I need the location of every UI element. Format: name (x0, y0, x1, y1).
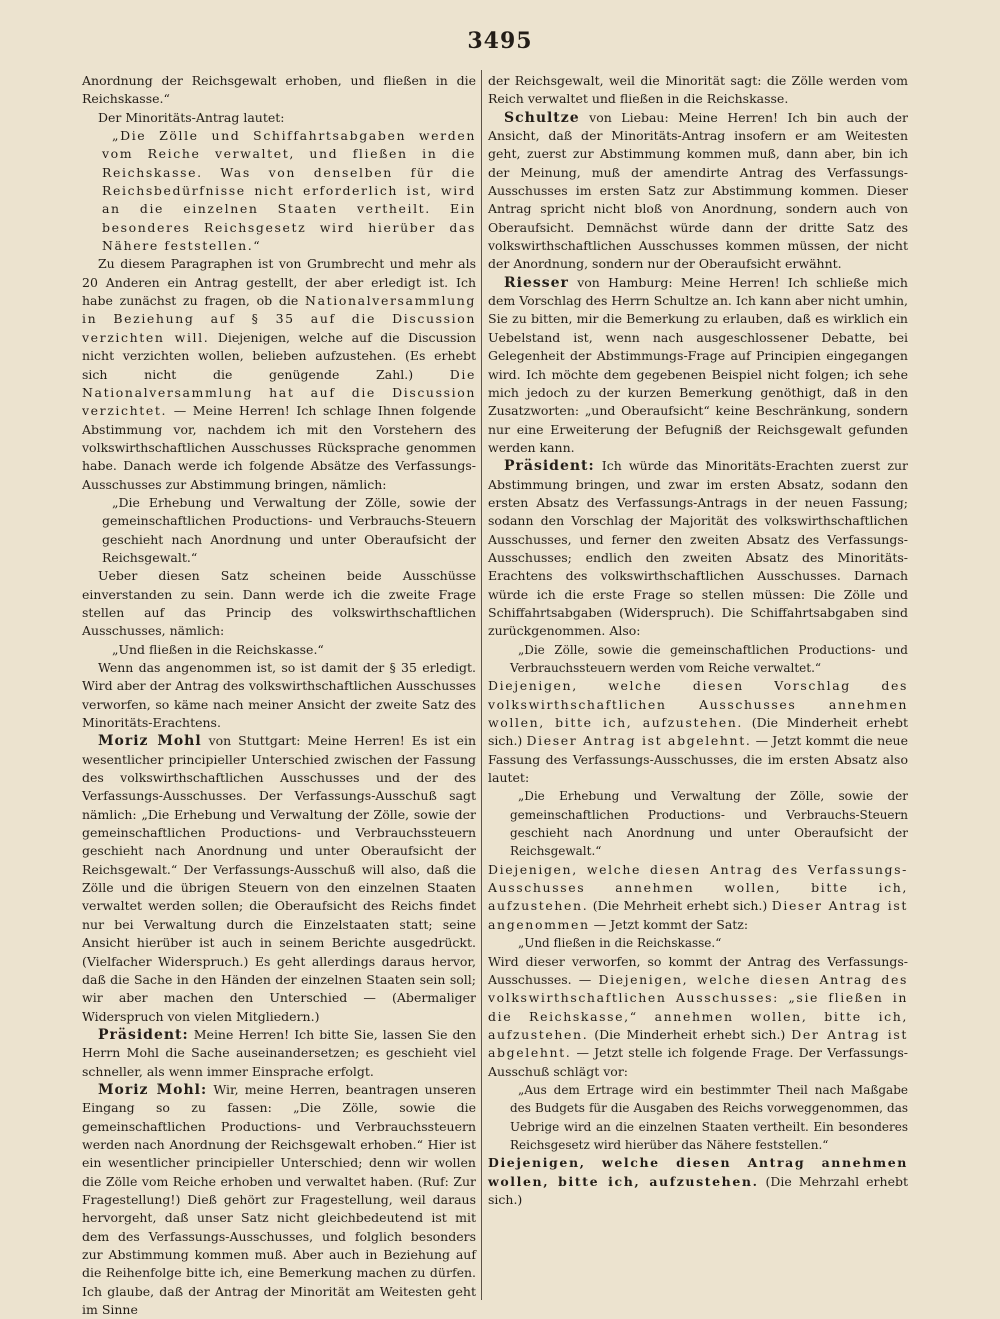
emphasis-run: Dieser Antrag ist abgelehnt. (526, 733, 752, 749)
vote-quote-1: „Die Zölle, sowie die gemeinschaftlichen Productions- und Verbrauchssteuern werden vom Reiche verwaltet.“ (510, 642, 908, 675)
speech-text: Ich würde das Minoritäts-Erachten zuerst zur Abstimmung bringen, und zwar im ersten Absatz, sodann den ersten Absatz des Verfassungs-Antrags in der neuen Fassung; sodann den Vorschlag der Majorität des volkswirthschaftlichen Ausschusses, und ferner den zweiten Absatz des Verfassungs-Ausschusses; endlich den zweiten Absatz des Minoritäts-Erachtens des volkswirthschaftlichen Ausschusses. Darnach würde ich die erste Frage so stellen müssen: Die Zölle und Schiffahrtsabgaben (Widerspruch). Die Schiffahrtsabgaben sind zurückgenommen. Also: (488, 458, 908, 639)
speaker-name: Moriz Mohl (98, 733, 202, 750)
text-run: (Die Mehrzahl erhebt sich.) (488, 1173, 908, 1207)
emphasis-run: Diejenigen, welche diesen Antrag annehmen wollen, bitte ich, aufzustehen. (488, 1155, 908, 1189)
speaker-place: von Liebau: (579, 109, 679, 125)
speaker-name: Präsident: (504, 458, 595, 475)
right-column (488, 72, 908, 1302)
text-run: — Jetzt stelle ich folgende Frage. Der Verfassungs-Ausschuß schlägt vor: (488, 1045, 908, 1079)
left-paragraph-4 (82, 255, 476, 493)
vote-quote-3: „Und fließen in die Reichskasse.“ (518, 936, 722, 951)
speech-president-2 (488, 457, 908, 640)
emphasis-run: Diejenigen, welche diesen Vorschlag des volkswirthschaftlichen Ausschusses annehmen wollen, bitte ich, aufzustehen. (488, 678, 908, 731)
minority-motion-quote: „Die Zölle und Schiffahrtsabgaben werden vom Reiche verwaltet, und fließen in die Reichskasse. Was von denselben für die Reichsbedürfnisse nicht erforderlich ist, wird an die einzelnen Staaten vertheilt. Ein besonderes Reichsgesetz wird hierüber das Nähere feststellen.“ (102, 128, 476, 254)
speech-text: Wir, meine Herren, beantragen unseren Eingang so zu fassen: „Die Zölle, sowie die gemeinschaftlichen Productions- und Verbrauchssteuern werden nach Anordnung der Reichsgewalt erhoben.“ Hier ist ein wesentlicher principieller Unterschied; denn wir wollen die Zölle vom Reiche erhoben und verwaltet haben. (Ruf: Zur Fragestellung!) Dieß gehört zur Fragestellung, weil daraus hervorgeht, daß unser Satz nicht gleichbedeutend ist mit dem des Verfassungs-Ausschusses, und folglich besonders zur Abstimmung kommen muß. Aber auch in Beziehung auf die Reihenfolge bitte ich, eine Bemerkung machen zu dürfen. Ich glaube, daß der Antrag der Minorität am Weitesten geht im Sinne (82, 1081, 477, 1318)
text-run: (Die Mehrheit erhebt sich.) (588, 898, 772, 914)
vote-paragraph-2 (488, 861, 908, 934)
vote-paragraph-3 (488, 953, 908, 1081)
text-run: — Jetzt kommt die neue Fassung des Verfassungs-Ausschusses, die im ersten Absatz also lautet: (488, 733, 909, 786)
speech-mohl-1 (82, 732, 476, 1026)
column-divider (481, 70, 482, 1300)
committee-quote-1: „Die Erhebung und Verwaltung der Zölle, sowie der gemeinschaftlichen Productions- und Verbrauchs-Steuern geschieht nach Anordnung und unter Oberaufsicht der Reichsgewalt.“ (102, 494, 476, 565)
left-paragraph-1: Anordnung der Reichsgewalt erhoben, und fließen in die Reichskasse.“ (82, 73, 476, 107)
page-number: 3495 (467, 28, 533, 54)
vote-paragraph-4 (488, 1154, 908, 1209)
emphasis-run: Diejenigen, welche diesen Antrag des volkswirthschaftlichen Ausschusses: „sie fließen in die Reichskasse,“ annehmen wollen, bitte ich, aufzustehen. (488, 971, 908, 1042)
left-paragraph-6: Ueber diesen Satz scheinen beide Ausschüsse einverstanden zu sein. Dann werde ich die zweite Frage stellen auf das Princip des volkswirthschaftlichen Ausschusses, nämlich: (82, 568, 476, 639)
text-run: Zu diesem Paragraphen ist von Grumbrecht und mehr als 20 Anderen ein Antrag gestellt, der aber erledigt ist. Ich habe zunächst zu fragen, ob die (82, 256, 476, 309)
speech-text: Meine Herren! Ich bin auch der Ansicht, daß der Minoritäts-Antrag insofern er am Weitesten geht, zuerst zur Abstimmung kommen muß, dann aber, bin ich der Meinung, muß der amendirte Antrag des Verfassungs-Ausschusses im ersten Satz zur Abstimmung kommen. Dieser Antrag spricht nicht bloß von Anordnung, sondern auch von Oberaufsicht. Demnächst würde dann der dritte Satz des volkswirthschaftlichen Ausschusses kommen müssen, der nicht der Anordnung, sondern nur der Oberaufsicht erwähnt. (488, 109, 908, 272)
speaker-name: Moriz Mohl: (98, 1081, 208, 1098)
right-paragraph-1: der Reichsgewalt, weil die Minorität sagt: die Zölle werden vom Reich verwaltet und fließen in die Reichskasse. (488, 73, 908, 107)
speaker-name: Präsident: (98, 1026, 189, 1043)
vote-paragraph-1 (488, 677, 908, 787)
speech-president-1 (82, 1026, 476, 1081)
left-paragraph-8: Wenn das angenommen ist, so ist damit der § 35 erledigt. Wird aber der Antrag des volkswirthschaftlichen Ausschusses verworfen, so käme nach meiner Ansicht der zweite Satz des Minoritäts-Erachtens. (82, 660, 476, 731)
left-column (82, 72, 477, 1318)
speech-text: Meine Herren! Ich bitte Sie, lassen Sie den Herrn Mohl die Sache auseinandersetzen; es geschieht viel schneller, als wenn immer Einsprache erfolgt. (82, 1026, 476, 1079)
text-run: Diejenigen, welche auf die Discussion nicht verzichten wollen, belieben aufzustehen. (Es erhebt sich nicht die genügende Zahl.) (82, 329, 476, 382)
committee-quote-2: „Und fließen in die Reichskasse.“ (112, 641, 324, 657)
speaker-place: von Stuttgart: (201, 733, 308, 749)
text-run: — Jetzt kommt der Satz: (589, 916, 749, 932)
emphasis-run: Diejenigen, welche diesen Antrag des Verfassungs-Ausschusses annehmen wollen, bitte ich, aufzustehen. (488, 861, 908, 914)
speech-text: Meine Herren! Ich schließe mich dem Vorschlag des Herrn Schultze an. Ich kann aber nicht umhin, Sie zu bitten, mir die Bemerkung zu erlauben, daß es wirklich ein Uebelstand ist, wenn nach ausgeschlossener Debatte, bei Gelegenheit der Abstimmungs-Frage auf Principien eingegangen wird. Ich möchte dem gegebenen Beispiel nicht folgen; ich sehe mich jedoch zu der kurzen Bemerkung genöthigt, daß in den Zusatzworten: „und Oberaufsicht“ keine Beschränkung, sondern nur eine Erweiterung der Befugniß der Reichsgewalt gefunden werden kann. (488, 274, 908, 455)
speech-text: Meine Herren! Es ist ein wesentlicher principieller Unterschied zwischen der Fassung des volkswirthschaftlichen Ausschusses und der des Verfassungs-Ausschusses. Der Verfassungs-Ausschuß sagt nämlich: „Die Erhebung und Verwaltung der Zölle, sowie der gemeinschaftlichen Productions- und Verbrauchssteuern geschieht nach Anordnung und unter Oberaufsicht der Reichsgewalt.“ Der Verfassungs-Ausschuß will also, daß die Zölle und die übrigen Steuern von den einzelnen Staaten verwaltet werden sollen; die Oberaufsicht des Reichs findet nur bei Verwaltung durch die Einzelstaaten statt; seine Ansicht hierüber ist auch in seinem Berichte ausgedrückt. (Vielfacher Widerspruch.) Es geht allerdings daraus hervor, daß die Sache in den Händen der einzelnen Staaten sein soll; wir aber machen den Unterschied — (Abermaliger Widerspruch von vielen Mitgliedern.) (82, 733, 477, 1024)
emphasis-run: Dieser Antrag ist angenommen (488, 898, 909, 932)
text-run: Wird dieser verworfen, so kommt der Antrag des Verfassungs-Ausschusses. — (488, 953, 908, 987)
emphasis-run: Der Antrag ist abgelehnt. (488, 1026, 908, 1061)
speaker-name: Schultze (504, 109, 580, 126)
vote-quote-4: „Aus dem Ertrage wird ein bestimmter Theil nach Maßgabe des Budgets für die Ausgaben des Reichs vorweggenommen, das Uebrige wird an die einzelnen Staaten vertheilt. Ein besonderes Reichsgesetz wird hierüber das Nähere feststellen.“ (510, 1082, 908, 1152)
speech-riesser (488, 274, 908, 457)
emphasis-run: Nationalversammlung in Beziehung auf § 35 auf die Discussion verzichten will. (82, 293, 476, 345)
vote-quote-2: „Die Erhebung und Verwaltung der Zölle, sowie der gemeinschaftlichen Productions- und Verbrauchs-Steuern geschieht nach Anordnung und unter Oberaufsicht der Reichsgewalt.“ (510, 789, 908, 859)
text-run: — Meine Herren! Ich schlage Ihnen folgende Abstimmung vor, nachdem ich mit den Vorstehern des volkswirthschaftlichen Ausschusses Rücksprache genommen habe. Danach werde ich folgende Absätze des Verfassungs-Ausschusses zur Abstimmung bringen, nämlich: (82, 403, 476, 492)
emphasis-run: Die Nationalversammlung hat auf die Discussion verzichtet. (82, 366, 476, 419)
text-run: (Die Minderheit erhebt sich.) (488, 715, 908, 749)
speaker-place: von Hamburg: (568, 274, 681, 290)
speaker-name: Riesser (504, 274, 569, 291)
text-run: (Die Minderheit erhebt sich.) (588, 1026, 792, 1042)
speech-mohl-2 (82, 1081, 476, 1319)
speech-schultze (488, 109, 908, 274)
left-paragraph-2: Der Minoritäts-Antrag lautet: (98, 109, 285, 125)
